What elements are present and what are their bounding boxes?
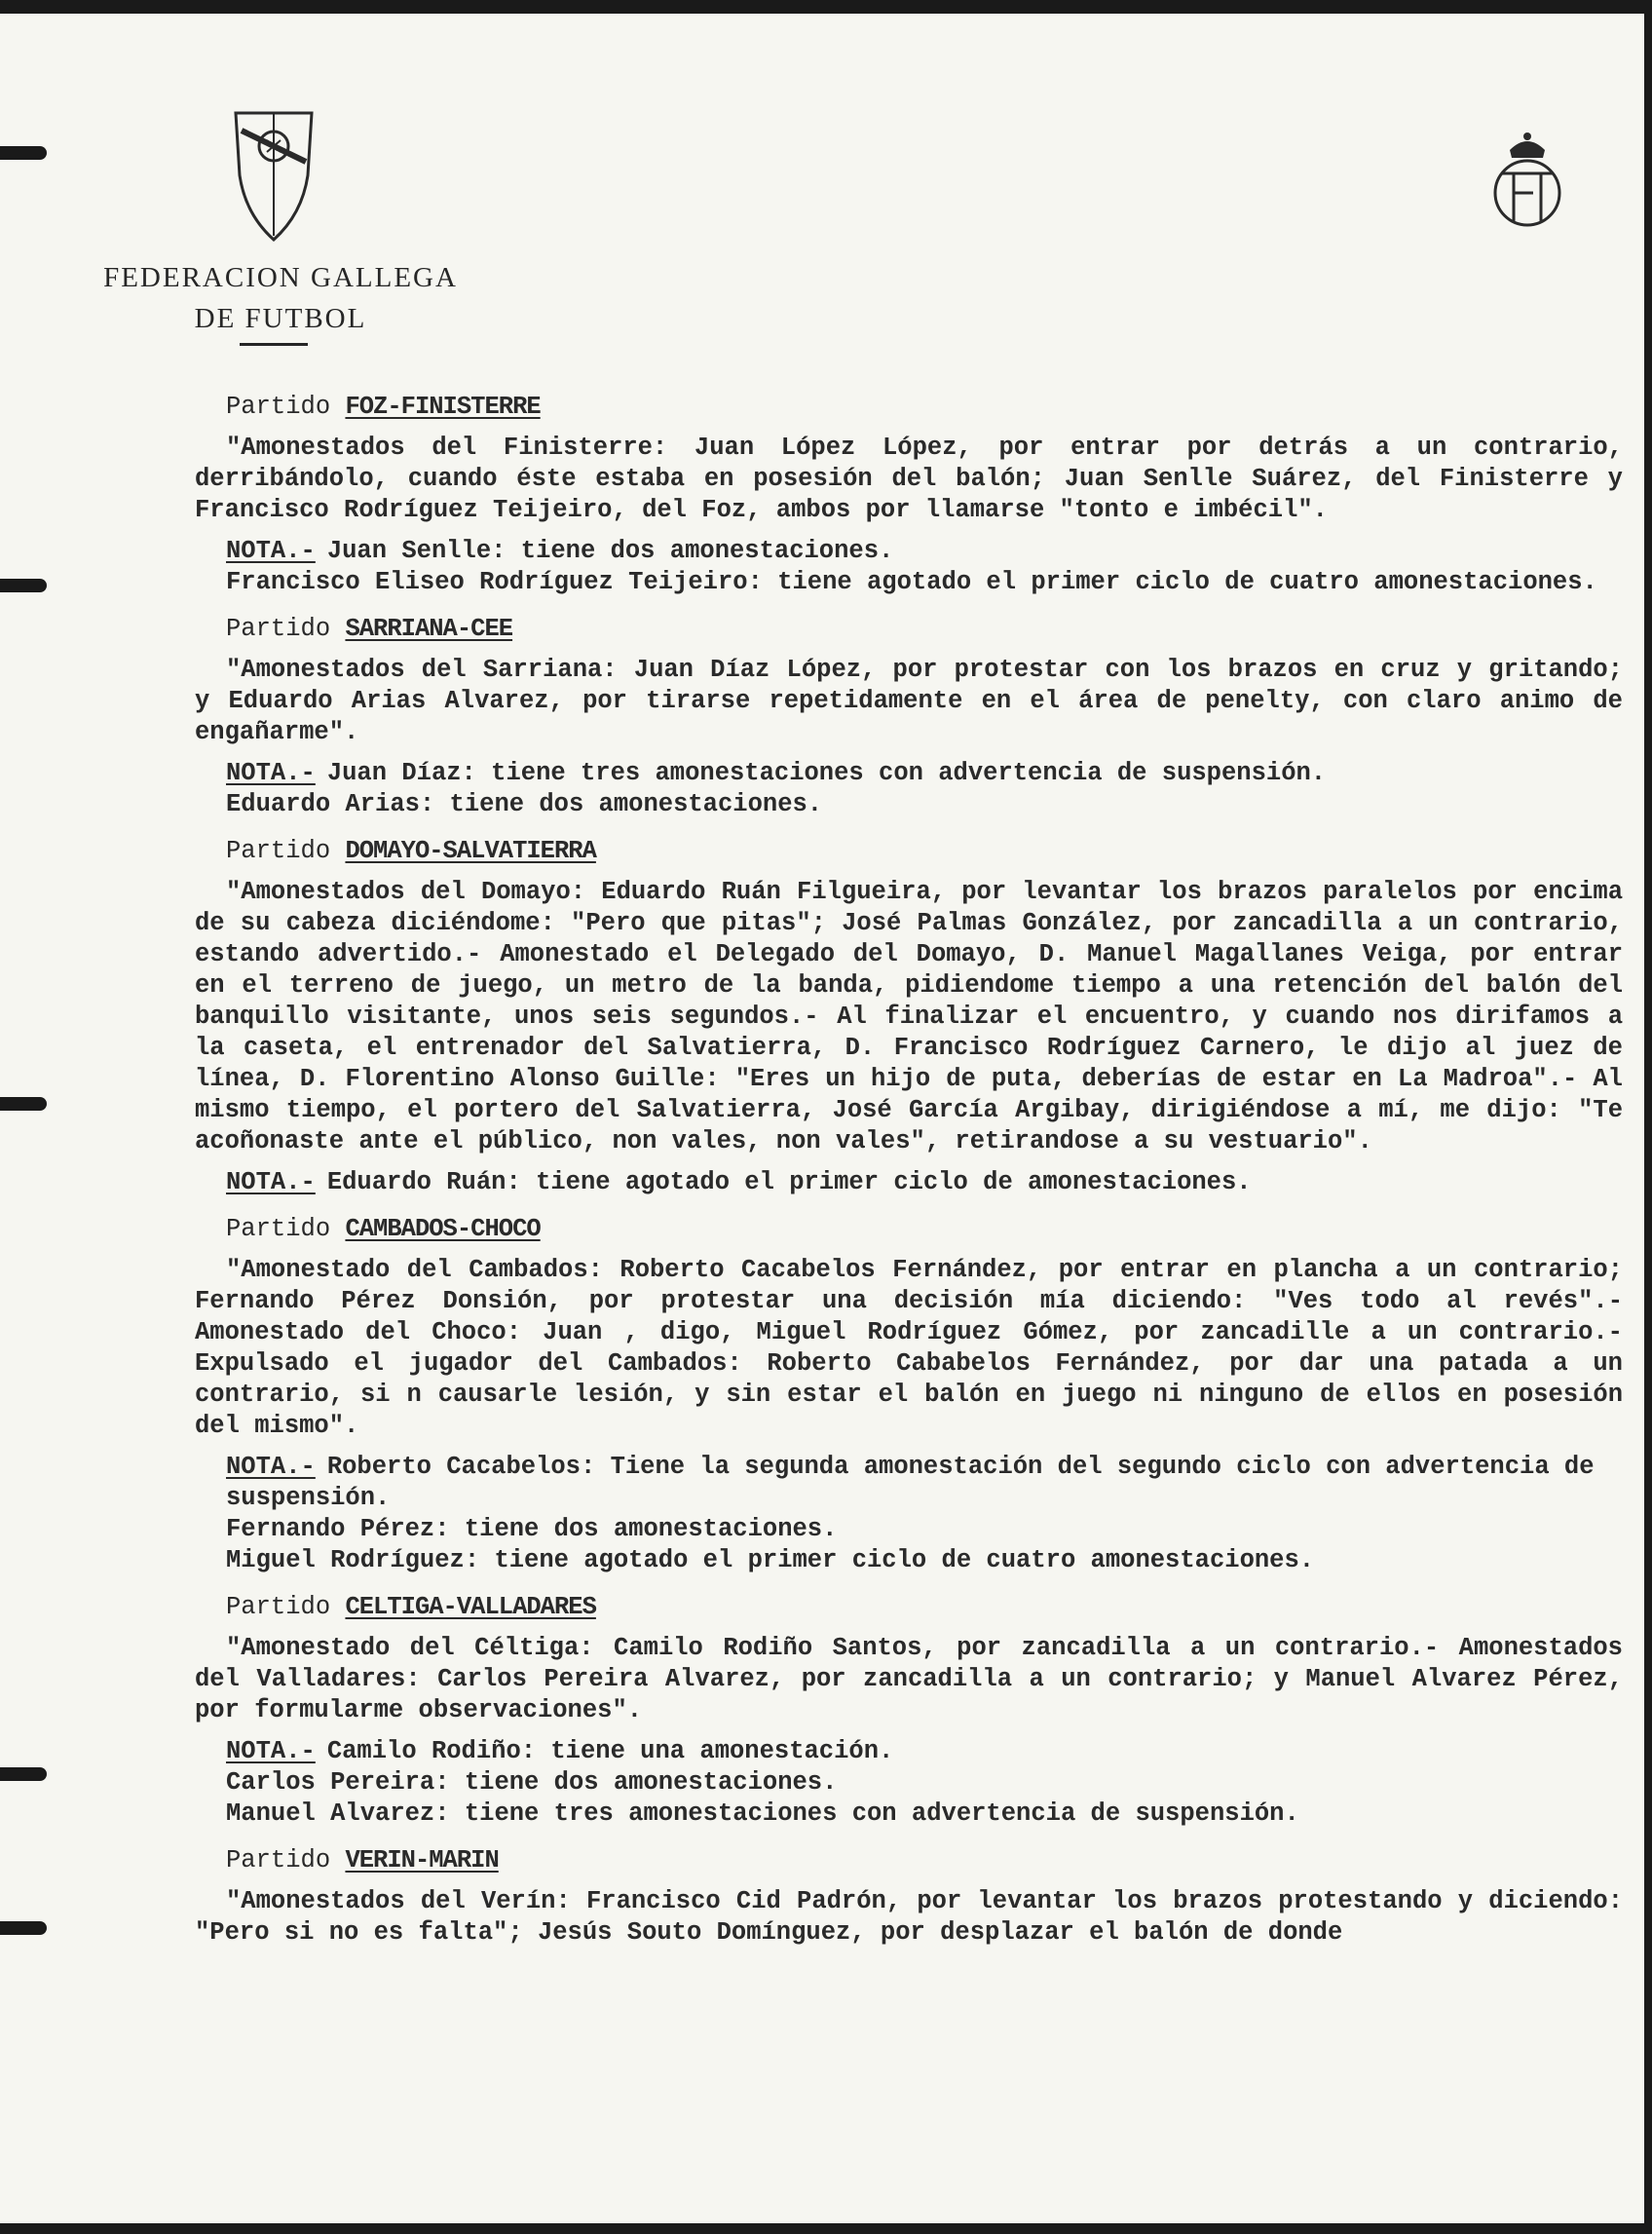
match-section (195, 1592, 1623, 1830)
note-line (195, 536, 1623, 567)
nota-label: NOTA.- (226, 1453, 316, 1481)
match-title-name: SARRIANA-CEE (345, 615, 513, 643)
match-report: "Amonestados del Finisterre: Juan López López, por entrar por detrás a un contrario, derribándolo, cuando éste estaba en posesión del balón; Juan Senlle Suárez, del Finisterre y Francisco Rodríguez Teijeiro, del Foz, ambos por llamarse "tonto e imbécil". (195, 434, 1623, 524)
match-title-name: FOZ-FINISTERRE (345, 393, 541, 421)
match-title-name: DOMAYO-SALVATIERRA (345, 837, 596, 865)
match-title (226, 392, 1623, 423)
match-notes (195, 758, 1623, 820)
document-body (195, 392, 1623, 1958)
note-line (195, 1736, 1623, 1767)
note-text: Juan Senlle: tiene dos amonestaciones. (326, 537, 894, 565)
match-title (226, 1845, 1623, 1876)
note-line: Fernando Pérez: tiene dos amonestaciones. (226, 1515, 838, 1543)
nota-label: NOTA.- (226, 537, 316, 565)
org-name-line2: DE FUTBOL (194, 303, 367, 334)
letterhead-rule (240, 343, 308, 346)
match-title (226, 1214, 1623, 1245)
punch-hole (0, 579, 47, 592)
crest-icon (1488, 129, 1566, 238)
note-text: Eduardo Ruán: tiene agotado el primer ciclo de amonestaciones. (326, 1168, 1252, 1196)
match-section (195, 1845, 1623, 1949)
nota-label: NOTA.- (226, 1737, 316, 1765)
note-line (195, 1452, 1623, 1514)
match-section (195, 614, 1623, 820)
match-title (226, 614, 1623, 645)
match-report: "Amonestados del Domayo: Eduardo Ruán Filgueira, por levantar los brazos paralelos por encima de su cabeza diciéndome: "Pero que pitas"; José Palmas González, por zancadilla a un contrario, estando advertido.- Amonestado el Delegado del Domayo, D. Manuel Magallanes Veiga, por entrar en el terreno de juego, un metro de la banda, pidiendome tiempo a una retención del balón del banquillo visitante, unos seis segundos.- Al finalizar el encuentro, y cuando nos dirifamos a la caseta, el entrenador del Salvatierra, D. Francisco Rodríguez Carnero, le dijo al juez de línea, D. Florentino Alonso Guille: "Eres un hijo de puta, deberías de estar en La Madroa".- Al mismo tiempo, el portero del Salvatierra, José García Argibay, dirigiéndose a mí, me dijo: "Te acoñonaste ante el público, non vales, non vales", retirandose a su vestuario". (195, 878, 1623, 1155)
note-text: Roberto Cacabelos: Tiene la segunda amonestación del segundo ciclo con advertencia de suspensión. (226, 1453, 1595, 1512)
note-text: Camilo Rodiño: tiene una amonestación. (326, 1737, 894, 1765)
note-line (195, 758, 1623, 789)
note-line: Francisco Eliseo Rodríguez Teijeiro: tiene agotado el primer ciclo de cuatro amonestaciones. (226, 568, 1597, 596)
match-report: "Amonestados del Verín: Francisco Cid Padrón, por levantar los brazos protestando y diciendo: "Pero si no es falta"; Jesús Souto Domínguez, por desplazar el balón de donde (195, 1887, 1623, 1947)
match-section (195, 1214, 1623, 1576)
match-report: "Amonestados del Sarriana: Juan Díaz López, por protestar con los brazos en cruz y gritando; y Eduardo Arias Alvarez, por tirarse repetidamente en el área de penelty, con claro animo de engañarme". (195, 656, 1623, 746)
nota-label: NOTA.- (226, 759, 316, 787)
match-notes (195, 1167, 1623, 1198)
note-line: Eduardo Arias: tiene dos amonestaciones. (226, 790, 823, 818)
match-title-name: CELTIGA-VALLADARES (345, 1593, 596, 1621)
nota-label: NOTA.- (226, 1168, 316, 1196)
letterhead (86, 257, 475, 339)
match-title-label: Partido (226, 837, 331, 865)
match-notes (195, 1736, 1623, 1830)
match-report: "Amonestado del Céltiga: Camilo Rodiño Santos, por zancadilla a un contrario.- Amonestados del Valladares: Carlos Pereira Alvarez, por zancadilla a un contrario; y Manuel Alvarez Pérez, por formularme observaciones". (195, 1634, 1623, 1724)
note-line (195, 1167, 1623, 1198)
punch-hole (0, 146, 47, 160)
match-title-label: Partido (226, 1846, 331, 1874)
match-title-label: Partido (226, 615, 331, 643)
shield-icon (230, 107, 318, 244)
note-line: Miguel Rodríguez: tiene agotado el primer ciclo de cuatro amonestaciones. (226, 1546, 1315, 1574)
match-title-name: CAMBADOS-CHOCO (345, 1215, 541, 1243)
note-line: Manuel Alvarez: tiene tres amonestaciones con advertencia de suspensión. (226, 1799, 1299, 1828)
punch-hole (0, 1767, 47, 1781)
note-line: Carlos Pereira: tiene dos amonestaciones. (226, 1768, 838, 1797)
match-title (226, 1592, 1623, 1623)
note-text: Juan Díaz: tiene tres amonestaciones con advertencia de suspensión. (326, 759, 1327, 787)
document-page (0, 14, 1644, 2223)
org-name-line1: FEDERACION GALLEGA (103, 262, 458, 293)
match-title-label: Partido (226, 1215, 331, 1243)
punch-hole (0, 1097, 47, 1111)
match-title-label: Partido (226, 1593, 331, 1621)
match-title-label: Partido (226, 393, 331, 421)
match-title-name: VERIN-MARIN (345, 1846, 499, 1874)
match-section (195, 392, 1623, 598)
punch-hole (0, 1921, 47, 1935)
match-report: "Amonestado del Cambados: Roberto Cacabelos Fernández, por entrar en plancha a un contrario; Fernando Pérez Donsión, por protestar una decisión mía diciendo: "Ves todo al revés".- Amonestado del Choco: Juan , digo, Miguel Rodríguez Gómez, por zancadille a un contrario.- Expulsado el jugador del Cambados: Roberto Cababelos Fernández, por dar una patada a un contrario, si n causarle lesión, y sin estar el balón en juego ni ninguno de ellos en posesión del mismo". (195, 1256, 1623, 1440)
match-section (195, 836, 1623, 1198)
match-notes (195, 536, 1623, 598)
match-title (226, 836, 1623, 867)
match-notes (195, 1452, 1623, 1576)
